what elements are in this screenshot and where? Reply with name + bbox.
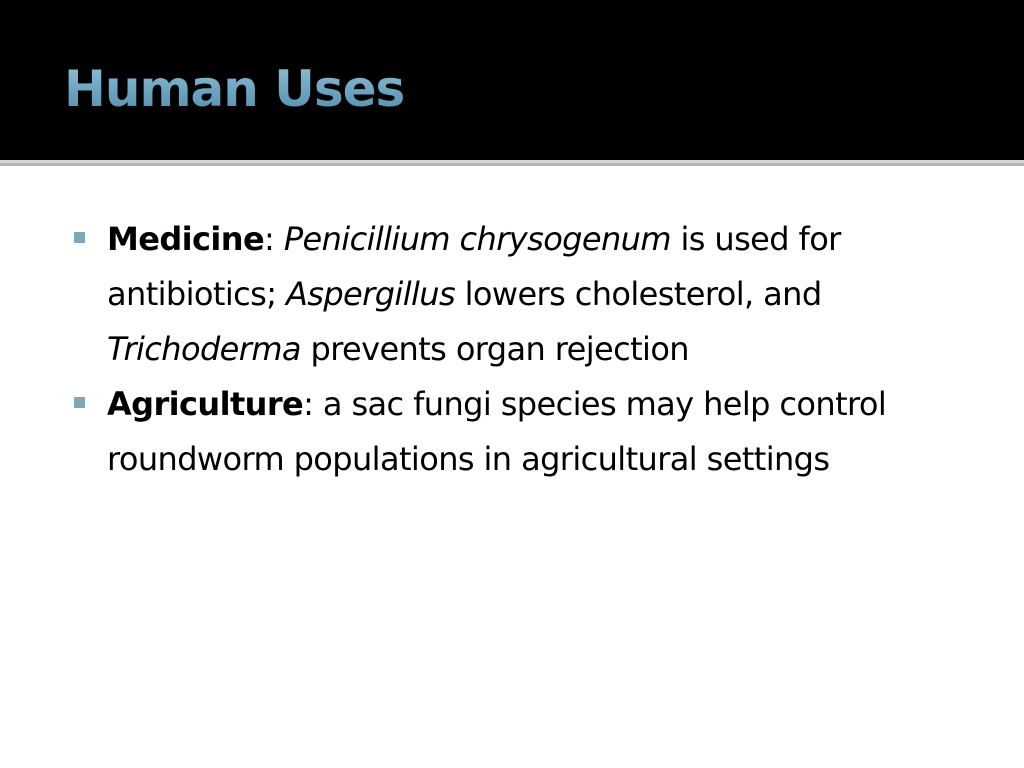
bullet-text: lowers cholesterol, and xyxy=(455,275,822,313)
species-name: Trichoderma xyxy=(107,330,301,368)
square-bullet-icon xyxy=(74,397,85,408)
bullet-list xyxy=(74,212,974,487)
bullet-item-agriculture xyxy=(74,377,974,487)
bullet-term: Medicine xyxy=(107,220,265,258)
bullet-term: Agriculture xyxy=(107,385,304,423)
bullet-text: a sac fungi species may help control roundworm populations in agricultural settings xyxy=(107,385,887,478)
bullet-text: prevents organ rejection xyxy=(300,330,689,368)
square-bullet-icon xyxy=(74,232,85,243)
species-name: Aspergillus xyxy=(285,275,456,313)
bullet-colon: : xyxy=(264,220,275,258)
species-name: Penicillium chrysogenum xyxy=(283,220,671,258)
bullet-text: is used for antibiotics; xyxy=(107,220,841,313)
title-bar xyxy=(0,0,1024,160)
title-divider-shadow xyxy=(0,163,1024,166)
slide-title: Human Uses xyxy=(64,56,404,122)
bullet-colon: : xyxy=(303,385,314,423)
bullet-item-medicine xyxy=(74,212,974,377)
